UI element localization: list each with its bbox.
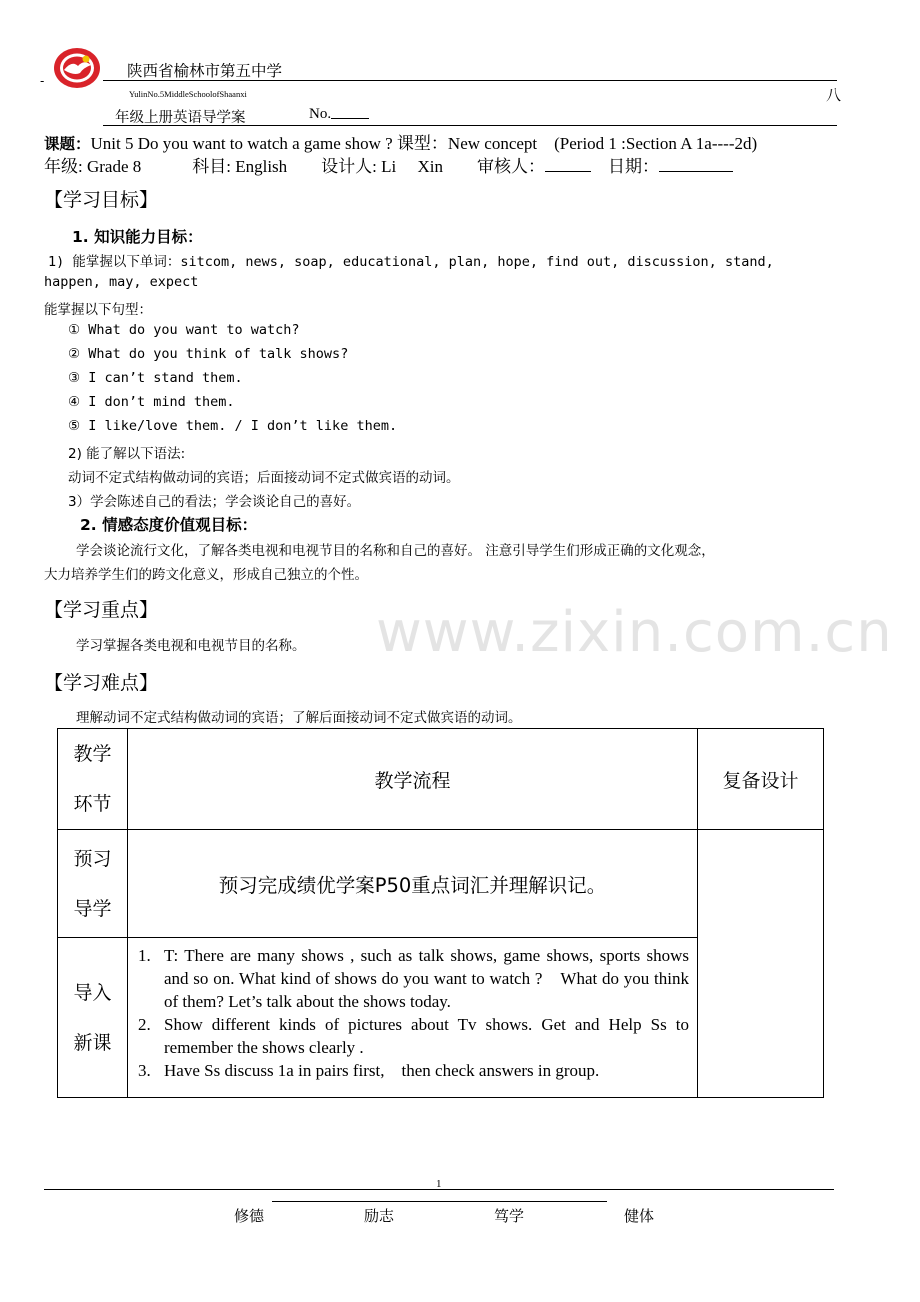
list-text: T: There are many shows , such as talk shows, game shows, sports shows and so on. What kind of shows do you want to watch ? What do you think of them? Let’s talk about the shows today. xyxy=(164,946,689,1011)
review-cell xyxy=(698,830,824,1098)
grade-info: 年级: Grade 8 科目: English 设计人: Li Xin 审核人： xyxy=(44,157,546,176)
list-number: 2. xyxy=(138,1015,151,1034)
doc-number-label: No. xyxy=(309,106,332,122)
stage-header-line: 环节 xyxy=(73,793,112,815)
emotion-line-2: 大力培养学生们的跨文化意义，形成自己独立的个性。 xyxy=(44,567,368,583)
list-number: 3. xyxy=(138,1061,151,1080)
stage-line: 导学 xyxy=(73,897,112,920)
vocab-line-1: 1) 能掌握以下单词：sitcom, news, soap, educational, plan, hope, find out, discussion, stand, xyxy=(48,254,774,270)
intro-content xyxy=(128,938,698,1098)
list-number: 1. xyxy=(138,946,151,965)
motto-4: 健体 xyxy=(624,1207,655,1225)
header-dot: - xyxy=(40,74,45,88)
date-blank xyxy=(659,156,733,172)
motto-1: 修德 xyxy=(234,1207,265,1225)
sentence-item: ④ I don’t mind them. xyxy=(68,394,235,410)
lesson-table xyxy=(57,728,824,1098)
goal-item-3: 3）学会陈述自己的看法；学会谈论自己的喜好。 xyxy=(68,494,361,510)
school-name-en: YulinNo.5MiddleSchoolofShaanxi xyxy=(129,89,247,99)
date-label: 日期： xyxy=(608,157,660,176)
school-logo-icon xyxy=(52,46,102,90)
goals-heading: 【学习目标】 xyxy=(44,189,159,211)
stage-header-line: 教学 xyxy=(73,743,112,765)
doc-number xyxy=(309,105,369,123)
topic-label: 课题： xyxy=(44,135,91,153)
doc-number-blank xyxy=(331,105,369,119)
grammar-text: 动词不定式结构做动词的宾语；后面接动词不定式做宾语的动词。 xyxy=(68,470,460,486)
motto-3: 笃学 xyxy=(494,1207,525,1225)
topic-line xyxy=(44,129,757,154)
stage-line: 导入 xyxy=(73,981,112,1004)
sentence-item: ③ I can’t stand them. xyxy=(68,370,243,386)
sentence-item: ⑤ I like/love them. / I don’t like them. xyxy=(68,418,398,434)
review-header: 复备设计 xyxy=(698,729,824,830)
table-header-row xyxy=(58,729,824,830)
stage-header xyxy=(58,729,128,830)
list-item xyxy=(136,944,689,1013)
page-number: 1 xyxy=(436,1178,442,1190)
preview-content: 预习完成绩优学案P50重点词汇并理解识记。 xyxy=(128,830,698,938)
goals-sub2: 2. 情感态度价值观目标： xyxy=(80,516,258,534)
difficulty-heading: 【学习难点】 xyxy=(44,672,159,694)
footer-rule xyxy=(44,1189,834,1190)
list-text: Show different kinds of pictures about Tv shows. Get and Help Ss to remember the shows clearly . xyxy=(164,1015,689,1057)
table-row xyxy=(58,830,824,938)
sentence-item: ② What do you think of talk shows? xyxy=(68,346,349,362)
list-item xyxy=(136,1013,689,1059)
sentence-item: ① What do you want to watch? xyxy=(68,322,300,338)
intro-list xyxy=(128,938,697,1090)
watermark: www.zixin.com.cn xyxy=(376,600,893,665)
grade-char: 八 xyxy=(826,86,842,104)
difficulty-text: 理解动词不定式结构做动词的宾语；了解后面接动词不定式做宾语的动词。 xyxy=(76,710,522,726)
grade-line xyxy=(44,152,733,177)
grammar-label: 2) 能了解以下语法: xyxy=(68,446,186,462)
emotion-line-1: 学会谈论流行文化，了解各类电视和电视节目的名称和自己的喜好。 注意引导学生们形成正确的文化观念， xyxy=(76,543,715,559)
sentence-intro: 能掌握以下句型： xyxy=(44,302,152,318)
stage-line: 预习 xyxy=(73,847,112,870)
stage-preview xyxy=(58,830,128,938)
vocab-line-2: happen, may, expect xyxy=(44,274,199,290)
header-rule-top xyxy=(103,80,837,81)
stage-intro xyxy=(58,938,128,1098)
motto-2: 励志 xyxy=(364,1207,395,1225)
doc-type: 年级上册英语导学案 xyxy=(115,110,246,126)
flow-header: 教学流程 xyxy=(128,729,698,830)
stage-line: 新课 xyxy=(73,1031,112,1054)
header-rule-bottom xyxy=(103,125,837,126)
list-text: Have Ss discuss 1a in pairs first, then check answers in group. xyxy=(164,1061,600,1080)
goals-sub1: 1. 知识能力目标： xyxy=(72,228,203,246)
focus-heading: 【学习重点】 xyxy=(44,599,159,621)
reviewer-blank xyxy=(545,156,591,172)
school-name-cn: 陕西省榆林市第五中学 xyxy=(127,62,283,80)
focus-text: 学习掌握各类电视和电视节目的名称。 xyxy=(76,638,306,654)
footer-rule-short xyxy=(272,1201,607,1202)
list-item xyxy=(136,1059,689,1082)
topic-text: Unit 5 Do you want to watch a game show ? 课型：New concept (Period 1 :Section A 1a----2d) xyxy=(90,134,758,153)
